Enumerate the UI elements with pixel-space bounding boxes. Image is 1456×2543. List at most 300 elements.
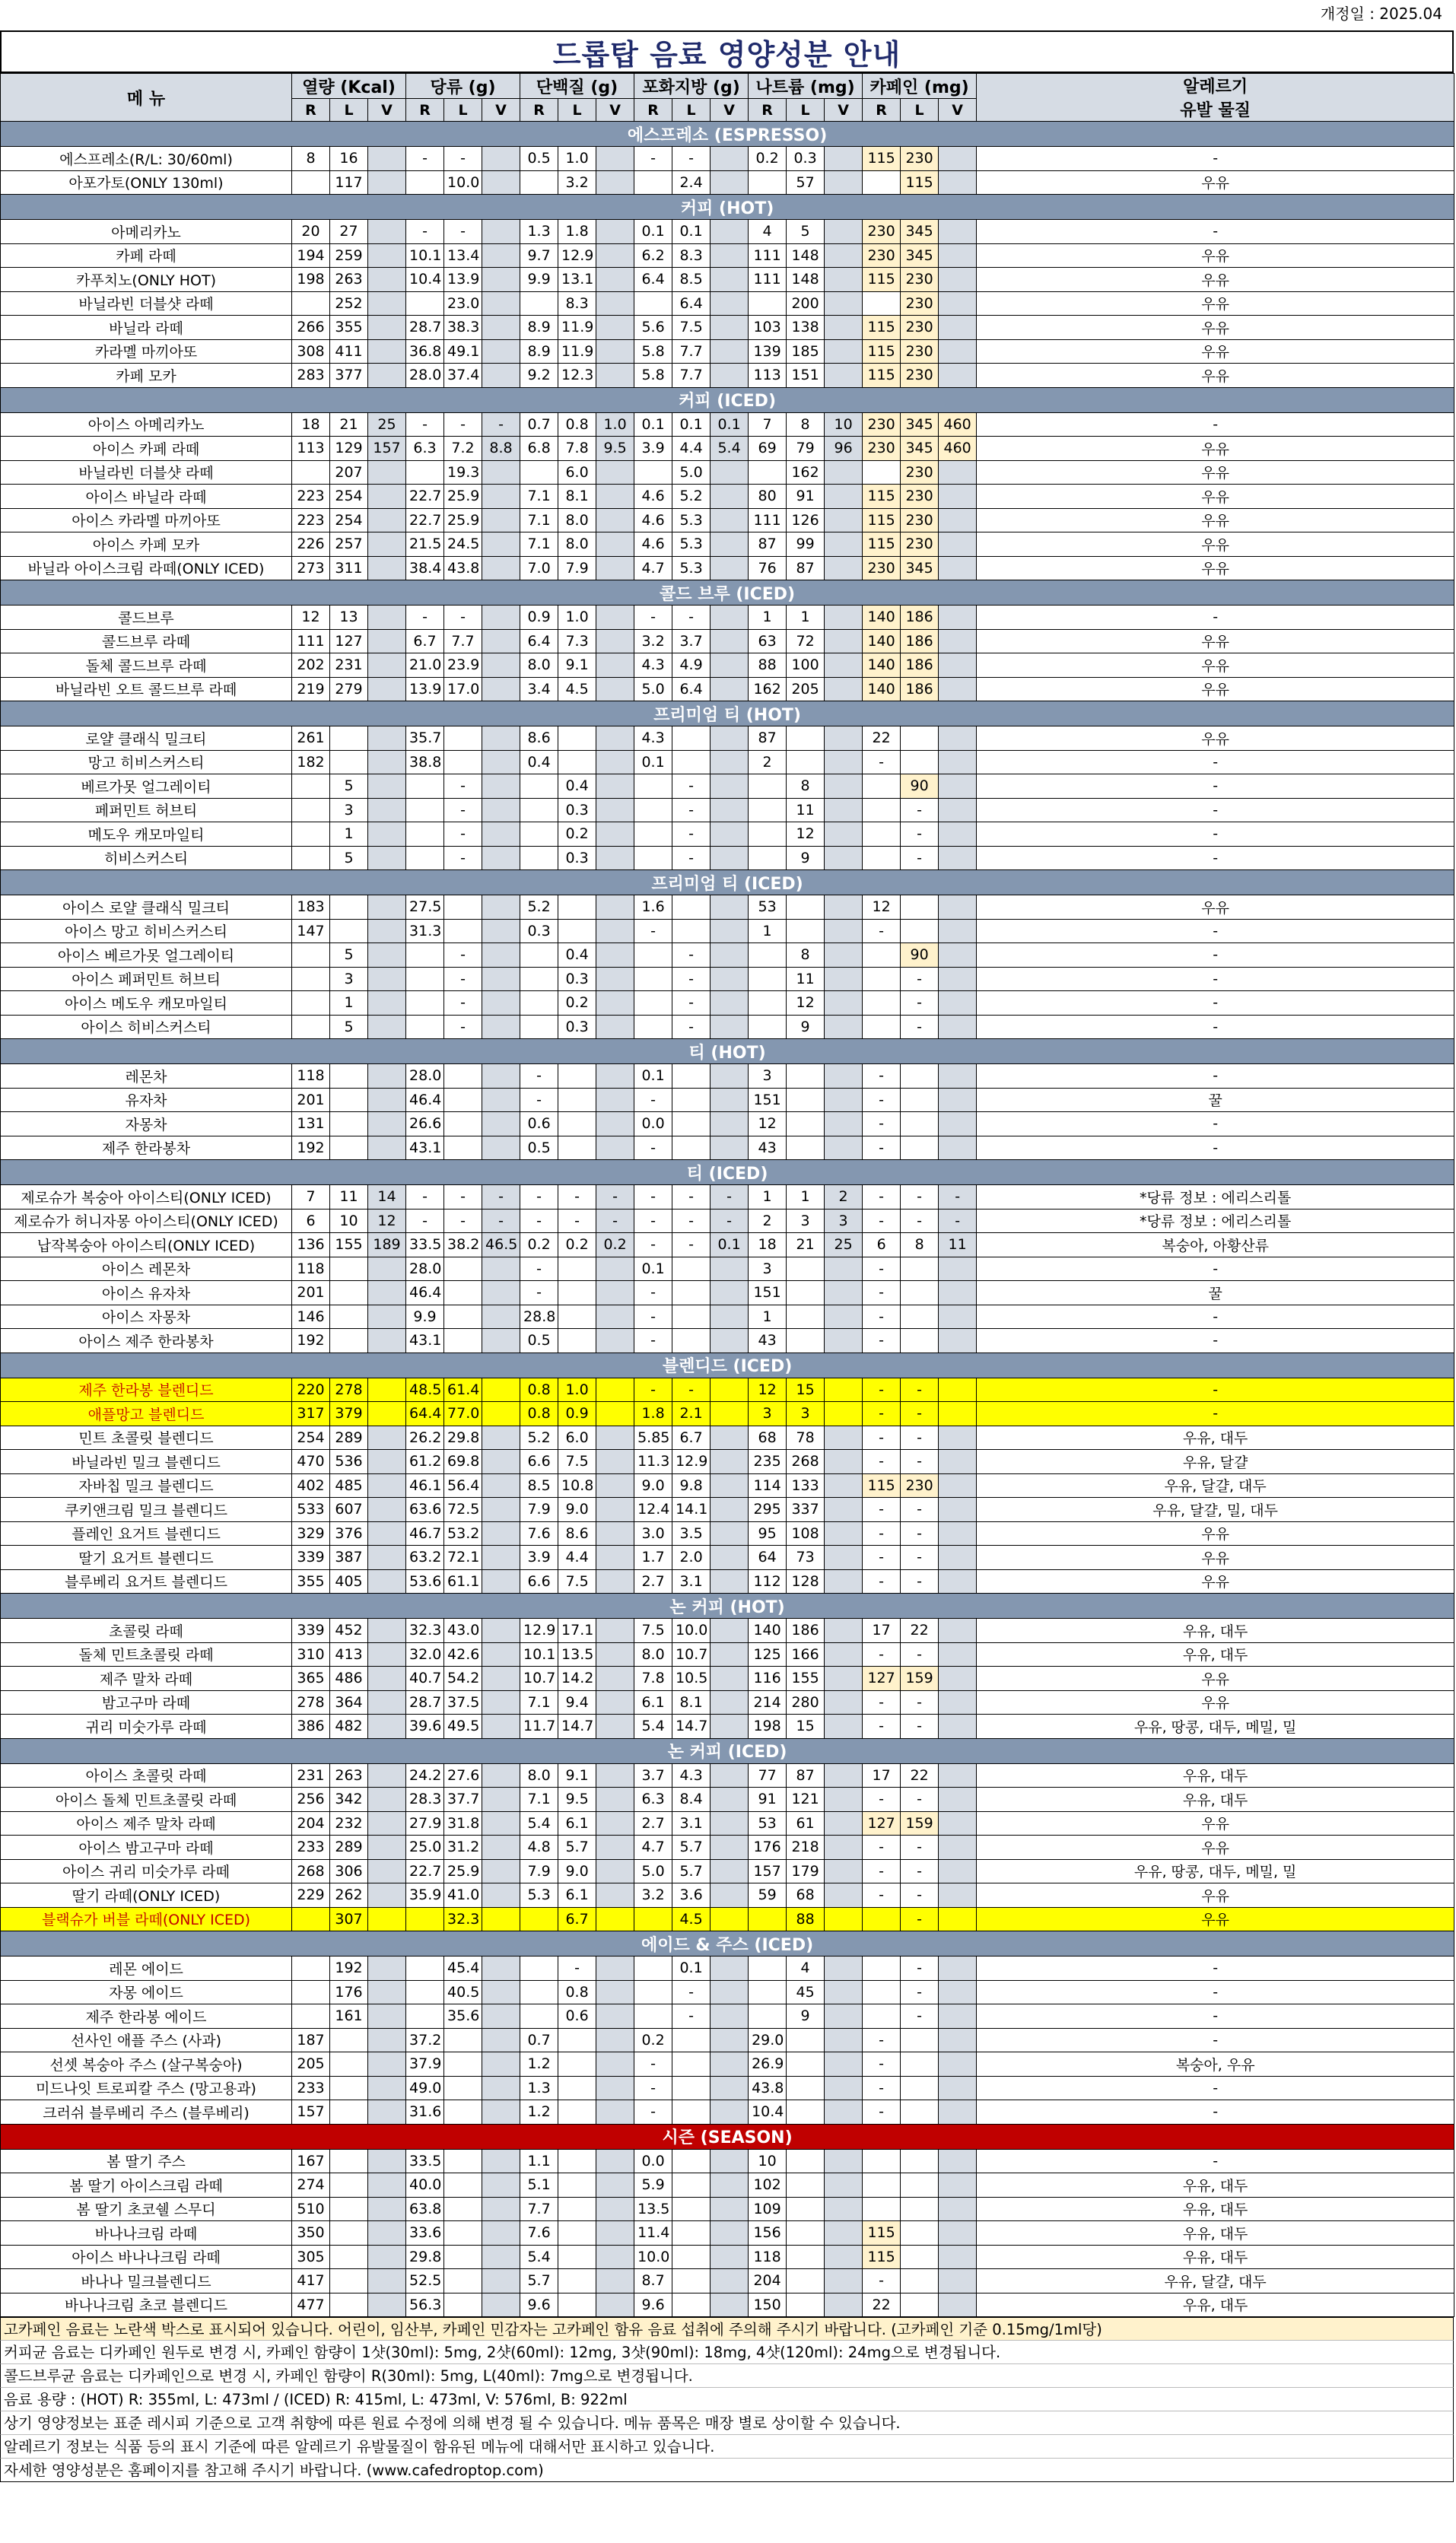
allergen-cell: 꿀 [977,1281,1454,1305]
value-cell: 1.8 [634,1402,672,1426]
value-cell [444,2028,482,2052]
value-cell: 41.0 [444,1883,482,1908]
menu-name: 애플망고 블렌디드 [1,1402,292,1426]
value-cell: 2.0 [672,1546,711,1570]
value-cell: 6.6 [520,1450,558,1474]
value-cell [711,919,749,943]
value-cell [368,532,406,557]
value-cell: - [901,1426,939,1450]
allergen-cell: 우유 [977,629,1454,653]
value-cell [558,2221,596,2246]
value-cell [482,677,520,701]
value-cell [711,774,749,799]
value-cell [292,1015,330,1039]
value-cell [939,485,977,509]
menu-name: 봄 딸기 아이스크림 라떼 [1,2173,292,2198]
value-cell [368,508,406,532]
menu-name: 딸기 요거트 블렌디드 [1,1546,292,1570]
section-title: 블렌디드 (ICED) [1,1353,1454,1378]
value-cell [939,2052,977,2077]
value-cell: - [444,147,482,171]
value-cell: 31.6 [406,2100,444,2125]
menu-name: 에스프레소(R/L: 30/60ml) [1,147,292,171]
value-cell [558,1257,596,1281]
allergen-cell: 우유, 달걀, 대두 [977,2269,1454,2293]
value-cell: 230 [863,220,901,244]
table-row [1,364,1454,388]
value-cell [863,2004,901,2029]
value-cell: 13.5 [558,1642,596,1667]
value-cell: 204 [749,2269,787,2293]
value-cell [444,726,482,751]
value-cell: 113 [292,437,330,461]
value-cell [330,1064,368,1089]
value-cell: 355 [292,1569,330,1594]
value-cell [939,798,977,822]
value-cell [406,1957,444,1981]
menu-name: 딸기 라떼(ONLY ICED) [1,1883,292,1908]
value-cell [596,1136,634,1160]
value-cell: 140 [863,677,901,701]
value-cell: 111 [749,243,787,268]
value-cell: 29.8 [444,1426,482,1450]
value-cell [825,750,863,774]
value-cell: 14.1 [672,1498,711,1522]
menu-name: 아이스 귀리 미숫가루 라떼 [1,1859,292,1883]
value-cell: 345 [901,412,939,437]
value-cell [863,1907,901,1931]
value-cell [596,460,634,485]
value-cell [482,1498,520,1522]
value-cell [596,170,634,195]
value-cell [711,1836,749,1860]
value-cell [939,1426,977,1450]
value-cell [444,1257,482,1281]
value-cell: 111 [292,629,330,653]
value-cell [444,2245,482,2269]
allergen-cell: - [977,750,1454,774]
value-cell: 510 [292,2197,330,2221]
table-row [1,846,1454,870]
value-cell [596,220,634,244]
value-cell [368,895,406,920]
value-cell [368,2269,406,2293]
value-cell: 21 [330,412,368,437]
allergen-cell: 우유, 대두 [977,2245,1454,2269]
value-cell [901,1257,939,1281]
value-cell [482,943,520,968]
value-cell: 91 [749,1788,787,1812]
value-cell [482,846,520,870]
value-cell [634,291,672,316]
value-cell: 283 [292,364,330,388]
value-cell: - [863,2076,901,2100]
value-cell: 0.8 [558,412,596,437]
value-cell: 157 [292,2100,330,2125]
value-cell: - [901,1980,939,2004]
value-cell [749,846,787,870]
value-cell: 279 [330,677,368,701]
value-cell [482,1907,520,1931]
value-cell: 345 [901,437,939,461]
value-cell [711,1763,749,1788]
value-cell [901,726,939,751]
value-cell: 485 [330,1473,368,1498]
value-cell: - [863,2028,901,2052]
value-cell [672,2173,711,2198]
value-cell [520,822,558,847]
value-cell: 230 [863,243,901,268]
value-cell: 140 [863,653,901,678]
value-cell: 27.5 [406,895,444,920]
value-cell: 5.2 [520,895,558,920]
section-header-row [1,1353,1454,1378]
table-row [1,750,1454,774]
value-cell: 0.3 [558,846,596,870]
allergen-cell: 우유, 대두 [977,1642,1454,1667]
value-cell [825,1907,863,1931]
menu-name: 유자차 [1,1088,292,1112]
value-cell [787,2100,825,2125]
value-cell: 37.2 [406,2028,444,2052]
value-cell [939,339,977,364]
value-cell [939,170,977,195]
value-cell [596,1907,634,1931]
value-cell: 115 [863,268,901,292]
value-cell [749,1015,787,1039]
value-cell: 9.4 [558,1690,596,1715]
value-cell: 183 [292,895,330,920]
value-cell: 1 [749,919,787,943]
value-cell: 5 [330,1015,368,1039]
value-cell: 27.6 [444,1763,482,1788]
value-cell [825,1402,863,1426]
value-cell [711,1257,749,1281]
value-cell: 9.9 [406,1305,444,1329]
footnote: 음료 용량 : (HOT) R: 355ml, L: 473ml / (ICED) R: 415ml, L: 473ml, V: 576ml, B: 922ml [0,2388,1454,2411]
value-cell [292,943,330,968]
size-header-v: V [482,99,520,122]
allergen-cell: 우유 [977,677,1454,701]
value-cell [711,2293,749,2317]
table-row [1,1450,1454,1474]
section-title: 티 (ICED) [1,1160,1454,1185]
value-cell [939,364,977,388]
value-cell: 201 [292,1088,330,1112]
value-cell: 87 [749,532,787,557]
value-cell [939,1088,977,1112]
value-cell [749,2004,787,2029]
value-cell: 187 [292,2028,330,2052]
value-cell: 14.2 [558,1667,596,1691]
value-cell: 25.9 [444,485,482,509]
value-cell [863,1957,901,1981]
value-cell: 1 [330,991,368,1016]
value-cell: - [634,1185,672,1210]
value-cell: 0.2 [520,1233,558,1257]
value-cell [711,147,749,171]
value-cell: 4.3 [634,726,672,751]
table-row [1,1329,1454,1353]
value-cell [825,1473,863,1498]
value-cell: - [558,1185,596,1210]
value-cell [482,364,520,388]
value-cell [596,1378,634,1402]
menu-name: 크러쉬 블루베리 주스 (블루베리) [1,2100,292,2125]
value-cell [672,2076,711,2100]
value-cell: - [444,412,482,437]
value-cell [596,991,634,1016]
value-cell [520,774,558,799]
value-cell [939,774,977,799]
value-cell [368,798,406,822]
value-cell [939,991,977,1016]
menu-name: 바닐라빈 오트 콜드브루 라떼 [1,677,292,701]
value-cell [596,1112,634,1136]
value-cell: 278 [330,1378,368,1402]
menu-name: 카라멜 마끼아또 [1,339,292,364]
value-cell: 7.5 [558,1450,596,1474]
value-cell [711,170,749,195]
value-cell [711,1619,749,1643]
value-cell [444,2221,482,2246]
value-cell: - [863,1185,901,1210]
value-cell: 7.7 [520,2197,558,2221]
value-cell: - [863,1378,901,1402]
value-cell: - [406,1185,444,1210]
value-cell: 90 [901,943,939,968]
value-cell: - [672,606,711,630]
value-cell: 29.0 [749,2028,787,2052]
value-cell [368,291,406,316]
value-cell [901,2076,939,2100]
value-cell [825,2100,863,2125]
value-cell [825,2028,863,2052]
value-cell [406,774,444,799]
value-cell: 198 [292,268,330,292]
value-cell: - [634,1209,672,1233]
value-cell [939,967,977,991]
value-cell: - [863,1569,901,1594]
value-cell: 11.9 [558,316,596,340]
value-cell: 0.1 [634,1064,672,1089]
value-cell [330,1281,368,1305]
value-cell [520,1015,558,1039]
table-row [1,460,1454,485]
value-cell [749,1957,787,1981]
value-cell: 12 [787,991,825,1016]
value-cell: 7.0 [520,556,558,580]
value-cell [596,798,634,822]
table-row [1,1546,1454,1570]
table-row [1,1569,1454,1594]
value-cell [711,2173,749,2198]
value-cell: - [863,1257,901,1281]
value-cell: 4 [787,1957,825,1981]
value-cell [711,1811,749,1836]
value-cell: 8.6 [520,726,558,751]
value-cell [330,2269,368,2293]
value-cell: 3.7 [634,1763,672,1788]
value-cell [939,1883,977,1908]
value-cell: - [444,798,482,822]
value-cell: 3 [749,1257,787,1281]
value-cell: 115 [901,170,939,195]
value-cell [825,991,863,1016]
value-cell: 5.4 [711,437,749,461]
value-cell: 189 [368,1233,406,1257]
value-cell: 0.1 [634,750,672,774]
section-title: 커피 (HOT) [1,195,1454,220]
value-cell [482,556,520,580]
value-cell: 533 [292,1498,330,1522]
value-cell: 5.3 [672,508,711,532]
table-row [1,1907,1454,1931]
table-row [1,1859,1454,1883]
value-cell [901,2293,939,2317]
value-cell [330,2197,368,2221]
value-cell [825,606,863,630]
value-cell [482,1257,520,1281]
value-cell [711,1426,749,1450]
value-cell: 140 [749,1619,787,1643]
value-cell: 118 [292,1257,330,1281]
value-cell: - [672,943,711,968]
value-cell: 0.9 [558,1402,596,1426]
value-cell: 7.8 [634,1667,672,1691]
value-cell [482,1329,520,1353]
value-cell [368,2052,406,2077]
value-cell [520,943,558,968]
table-body [1,122,1454,2317]
value-cell [482,895,520,920]
value-cell [368,1883,406,1908]
value-cell [330,2052,368,2077]
allergen-cell: 우유 [977,339,1454,364]
value-cell [672,1305,711,1329]
table-row [1,1233,1454,1257]
footnote: 고카페인 음료는 노란색 박스로 표시되어 있습니다. 어린이, 임산부, 카페인 민감자는 고카페인 함유 음료 섭취에 주의해 주시기 바랍니다. (고카페인 기준 0.15mg/1ml당) [0,2317,1454,2341]
menu-name: 아이스 초콜릿 라떼 [1,1763,292,1788]
value-cell [711,316,749,340]
value-cell [596,485,634,509]
value-cell [596,2100,634,2125]
value-cell: 69.8 [444,1450,482,1474]
allergen-cell: 우유 [977,291,1454,316]
value-cell [634,822,672,847]
table-row [1,508,1454,532]
footnote: 커피균 음료는 디카페인 원두로 변경 시, 카페인 함량이 1샷(30ml): 5mg, 2샷(60ml): 12mg, 3샷(90ml): 18mg, 4샷(120ml): 24mg으로 변경됩니다. [0,2341,1454,2364]
value-cell: 1.3 [520,220,558,244]
value-cell: 5 [330,774,368,799]
value-cell: 7.8 [558,437,596,461]
value-cell: 33.5 [406,2149,444,2173]
value-cell [368,460,406,485]
value-cell [558,2100,596,2125]
value-cell: 159 [901,1667,939,1691]
value-cell: 36.8 [406,339,444,364]
value-cell: 0.1 [634,220,672,244]
value-cell: 9.8 [672,1473,711,1498]
value-cell [825,2245,863,2269]
menu-name: 자몽 에이드 [1,1980,292,2004]
value-cell [901,2245,939,2269]
value-cell [939,1811,977,1836]
value-cell: 138 [787,316,825,340]
value-cell: - [901,1715,939,1739]
value-cell: 77.0 [444,1402,482,1426]
value-cell [482,1112,520,1136]
value-cell [482,726,520,751]
value-cell [596,1281,634,1305]
value-cell: - [863,1450,901,1474]
value-cell: - [863,1112,901,1136]
allergen-cell: - [977,943,1454,968]
value-cell: 103 [749,316,787,340]
value-cell [558,1064,596,1089]
value-cell [825,2149,863,2173]
value-cell: 91 [787,485,825,509]
value-cell [406,943,444,968]
value-cell [711,1088,749,1112]
value-cell: - [558,1957,596,1981]
value-cell: 413 [330,1642,368,1667]
value-cell [939,1015,977,1039]
value-cell [482,1136,520,1160]
value-cell [596,1883,634,1908]
allergen-cell: *당류 정보 : 에리스리톨 [977,1185,1454,1210]
allergen-cell: 우유 [977,726,1454,751]
value-cell: - [634,919,672,943]
value-cell [368,2028,406,2052]
value-cell: 355 [330,316,368,340]
value-cell [711,1957,749,1981]
table-row [1,1715,1454,1739]
value-cell [901,1281,939,1305]
value-cell [787,1305,825,1329]
value-cell: 230 [901,485,939,509]
size-header-r: R [292,99,330,122]
value-cell: 0.1 [634,412,672,437]
value-cell [596,1088,634,1112]
value-cell [482,1402,520,1426]
value-cell [711,220,749,244]
table-row [1,1281,1454,1305]
value-cell: - [634,1378,672,1402]
value-cell [825,2076,863,2100]
value-cell: 201 [292,1281,330,1305]
value-cell [672,895,711,920]
value-cell [825,1257,863,1281]
value-cell: 278 [292,1690,330,1715]
menu-name: 아이스 베르가못 얼그레이티 [1,943,292,968]
table-row [1,2269,1454,2293]
menu-name: 초콜릿 라떼 [1,1619,292,1643]
value-cell: 115 [863,485,901,509]
value-cell: 115 [863,2245,901,2269]
value-cell [596,291,634,316]
value-cell [939,1521,977,1546]
value-cell [711,364,749,388]
value-cell [825,460,863,485]
value-cell: 0.6 [520,1112,558,1136]
menu-name: 아이스 망고 히비스커스티 [1,919,292,943]
value-cell [939,1546,977,1570]
value-cell: 256 [292,1788,330,1812]
value-cell: - [901,1209,939,1233]
value-cell: 22 [901,1763,939,1788]
value-cell [939,1136,977,1160]
